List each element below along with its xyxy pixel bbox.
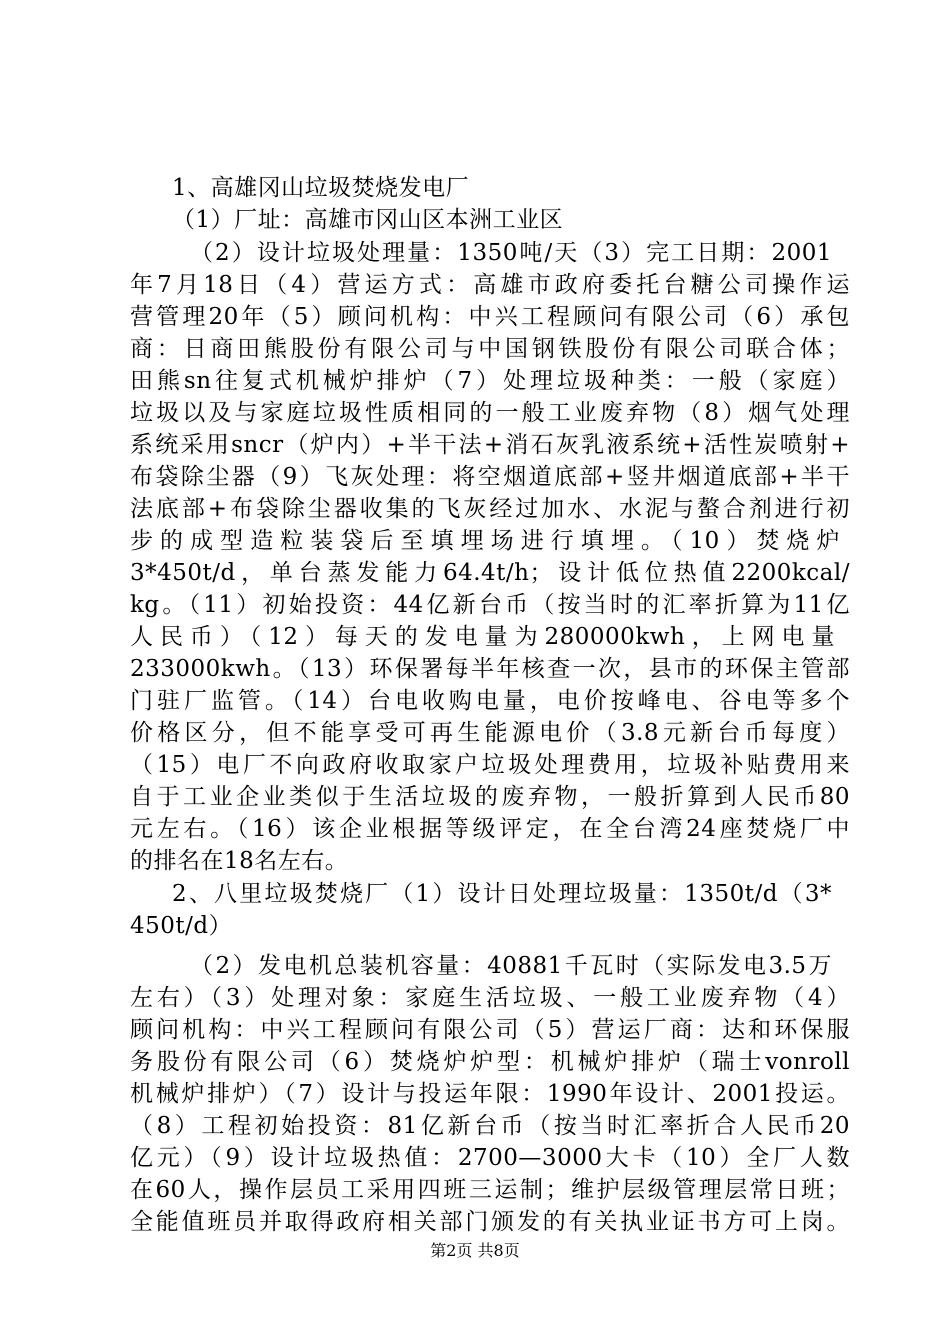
text-line: 元左右。（16）该企业根据等级评定，在全台湾24座焚烧厂中 bbox=[130, 816, 850, 842]
text-line: 3*450t/d，单台蒸发能力64.4t/h；设计低位热值2200kcal/ bbox=[130, 560, 850, 586]
text-line: （2）发电机总装机容量：40881千瓦时（实际发电3.5万 bbox=[190, 953, 832, 979]
text-line: 商：日商田熊股份有限公司与中国钢铁股份有限公司联合体； bbox=[130, 336, 850, 362]
text-line: 人民币）（12）每天的发电量为280000kwh，上网电量 bbox=[130, 624, 835, 650]
text-line: 左右）（3）处理对象：家庭生活垃圾、一般工业废弃物（4） bbox=[130, 985, 850, 1011]
text-line: 营管理20年（5）顾问机构：中兴工程顾问有限公司（6）承包 bbox=[130, 304, 850, 330]
text-line: 垃圾以及与家庭垃圾性质相同的一般工业废弃物（8）烟气处理 bbox=[130, 400, 850, 426]
text-line: 自于工业企业类似于生活垃圾的废弃物，一般折算到人民币80 bbox=[130, 784, 850, 810]
text-line: 顾问机构：中兴工程顾问有限公司（5）营运厂商：达和环保服 bbox=[130, 1017, 850, 1043]
text-line: 233000kwh。（13）环保署每半年核查一次，县市的环保主管部 bbox=[130, 656, 850, 682]
text-line: 田熊sn往复式机械炉排炉（7）处理垃圾种类：一般（家庭） bbox=[130, 368, 850, 394]
section-heading-2: 2、八里垃圾焚烧厂（1）设计日处理垃圾量：1350t/d（3* bbox=[172, 881, 832, 907]
text-line: 在60人，操作层员工采用四班三运制；维护层级管理层常日班； bbox=[130, 1177, 850, 1203]
text-line: 年7月18日（4）营运方式：高雄市政府委托台糖公司操作运 bbox=[130, 272, 850, 298]
section-heading-1: 1、高雄冈山垃圾焚烧发电厂 bbox=[172, 175, 470, 201]
text-line: （1）厂址：高雄市冈山区本洲工业区 bbox=[172, 207, 564, 233]
text-line: kg。（11）初始投资：44亿新台币（按当时的汇率折算为11亿 bbox=[130, 592, 850, 618]
text-line: 机械炉排炉）（7）设计与投运年限：1990年设计、2001投运。 bbox=[130, 1081, 850, 1107]
text-line: 务股份有限公司（6）焚烧炉炉型：机械炉排炉（瑞士vonroll bbox=[130, 1049, 850, 1075]
text-line: 法底部+布袋除尘器收集的飞灰经过加水、水泥与螯合剂进行初 bbox=[130, 496, 850, 522]
text-line: 的排名在18名左右。 bbox=[130, 848, 349, 874]
text-line: 步的成型造粒装袋后至填埋场进行填埋。（10）焚烧炉 bbox=[130, 528, 840, 554]
text-line: 价格区分，但不能享受可再生能源电价（3.8元新台币每度） bbox=[130, 720, 850, 746]
text-line: 全能值班员并取得政府相关部门颁发的有关执业证书方可上岗。 bbox=[130, 1209, 850, 1235]
text-line: 450t/d） bbox=[130, 913, 233, 939]
text-line: （15）电厂不向政府收取家户垃圾处理费用，垃圾补贴费用来 bbox=[130, 752, 850, 778]
text-line: 系统采用sncr（炉内）+半干法+消石灰乳液系统+活性炭喷射+ bbox=[130, 432, 850, 458]
text-line: 门驻厂监管。（14）台电收购电量，电价按峰电、谷电等多个 bbox=[130, 688, 850, 714]
text-line: （8）工程初始投资：81亿新台币（按当时汇率折合人民币20 bbox=[130, 1113, 850, 1139]
text-line: 布袋除尘器（9）飞灰处理：将空烟道底部+竖井烟道底部+半干 bbox=[130, 464, 850, 490]
text-line: 亿元）（9）设计垃圾热值：2700—3000大卡（10）全厂人数 bbox=[130, 1145, 850, 1171]
text-line: （2）设计垃圾处理量：1350吨/天（3）完工日期：2001 bbox=[190, 240, 832, 266]
page-number-footer: 第2页 共8页 bbox=[430, 1241, 520, 1260]
